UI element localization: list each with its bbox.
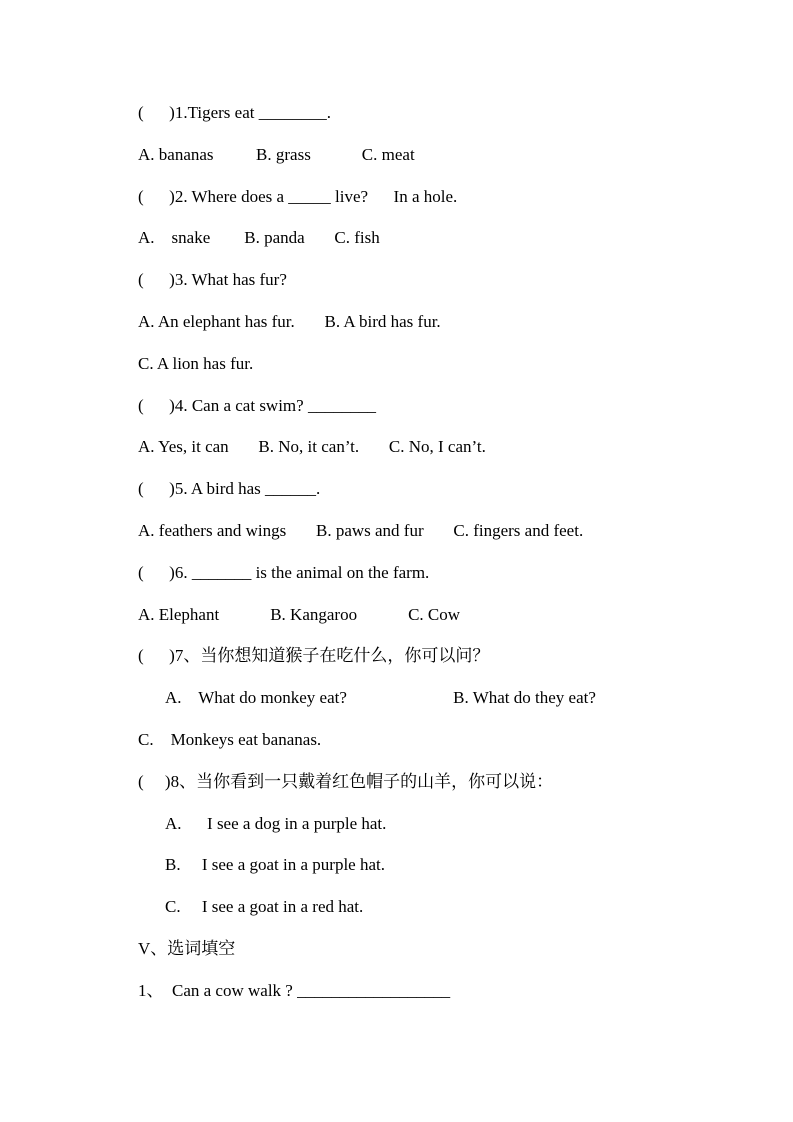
question-2: ( )2. Where does a _____ live? In a hole.: [138, 186, 458, 206]
options-1: A. bananas B. grass C. meat: [138, 144, 415, 164]
question-8: ( )8、当你看到一只戴着红色帽子的山羊，你可以说：: [138, 771, 554, 791]
question-3: ( )3. What has fur?: [138, 270, 287, 290]
document-lines: [138, 92, 733, 1012]
question-1: ( )1.Tigers eat ________.: [138, 103, 331, 122]
question-5: ( )5. A bird has ______.: [138, 479, 321, 499]
options-5: A. feathers and wings B. paws and fur C. fingers and feet.: [138, 520, 584, 540]
option-8-b: B. I see a goat in a purple hat.: [165, 855, 385, 875]
section-v-heading: V、选词填空: [138, 938, 236, 958]
options-6: A. Elephant B. Kangaroo C. Cow: [138, 604, 461, 624]
question-4: ( )4. Can a cat swim? ________: [138, 395, 376, 415]
options-2: A. snake B. panda C. fish: [138, 228, 380, 248]
question-7: ( )7、当你想知道猴子在吃什么，你可以问？: [138, 646, 490, 666]
options-7-line-1: A. What do monkey eat? B. What do they eat?: [165, 688, 596, 708]
option-8-a: A. I see a dog in a purple hat.: [165, 813, 387, 833]
options-3-line-1: A. An elephant has fur. B. A bird has fur.: [138, 311, 441, 331]
question-6: ( )6. _______ is the animal on the farm.: [138, 562, 430, 582]
options-4: A. Yes, it can B. No, it can’t. C. No, I can’t.: [138, 437, 486, 457]
options-3-line-2: C. A lion has fur.: [138, 353, 254, 373]
fill-blank-1: 1、 Can a cow walk ? __________________: [138, 980, 451, 1000]
options-7-line-2: C. Monkeys eat bananas.: [138, 729, 322, 749]
option-8-c: C. I see a goat in a red hat.: [165, 897, 364, 917]
